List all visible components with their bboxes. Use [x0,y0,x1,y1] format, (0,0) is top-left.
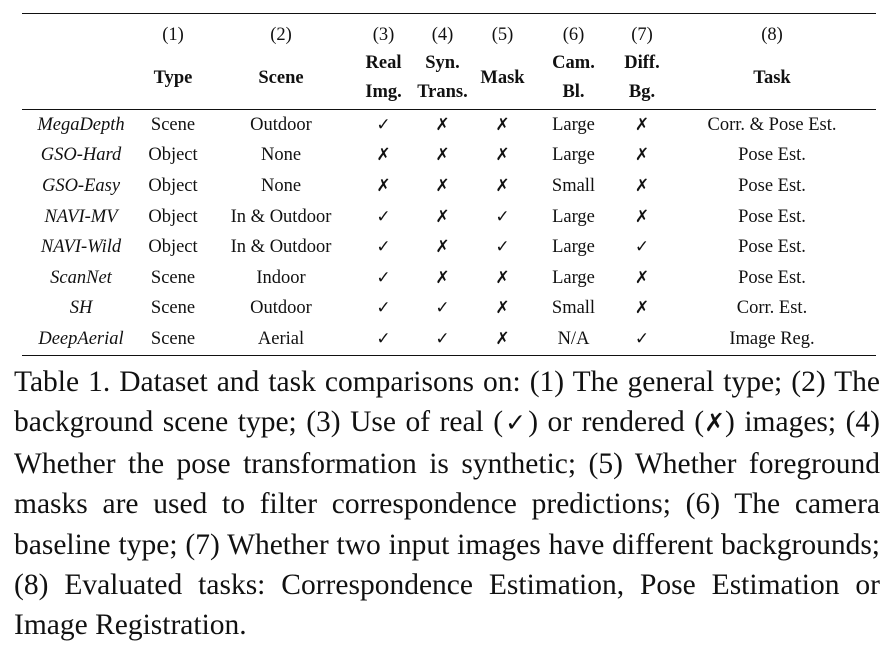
checkmark-icon: ✓ [495,237,510,258]
type-cell: Object [148,237,198,258]
task-cell: Pose Est. [738,175,806,196]
column-header-diff-bg [616,47,668,110]
checkmark-icon: ✓ [503,408,529,438]
header-line: Cam. [552,53,595,73]
type-cell: Scene [150,114,196,135]
real-img-cell [356,263,411,294]
column-number [22,14,140,48]
cross-icon: ✗ [435,206,450,227]
checkmark-icon: ✓ [376,298,391,319]
cross-icon: ✗ [495,298,510,319]
diff-bg-cell [616,141,668,172]
mask-cell [474,171,531,202]
column-number: (4) [411,14,474,48]
cross-icon: ✗ [376,175,391,196]
table-row [22,324,876,355]
column-number-row [22,14,876,48]
cam-baseline-cell: Small [551,175,596,196]
diff-bg-cell [616,232,668,263]
syn-trans-cell [411,171,474,202]
type-cell: Scene [140,324,206,355]
header-line: Bl. [562,82,585,102]
header-line: Trans. [417,82,468,102]
real-img-cell [356,294,411,325]
checkmark-icon: ✓ [376,206,391,227]
checkmark-icon: ✓ [376,328,391,349]
diff-bg-cell [616,202,668,233]
cross-icon: ✗ [495,267,510,288]
column-header-real-img [356,47,411,110]
scene-cell: Outdoor [250,298,312,319]
syn-trans-cell [411,294,474,325]
cross-icon: ✗ [495,328,510,349]
table-row [22,263,876,294]
cross-icon: ✗ [634,206,650,227]
task-cell: Corr. Est. [736,298,808,319]
header-line: Diff. [624,53,660,73]
dataset-name: NAVI-MV [44,206,118,227]
dataset-name: GSO-Hard [40,145,122,166]
header-line: Syn. [425,53,460,73]
cross-icon: ✗ [435,175,450,196]
cross-icon: ✗ [495,114,510,135]
type-cell: Scene [150,298,196,319]
column-number: (8) [668,14,876,48]
scene-cell: Indoor [256,267,306,288]
dataset-name: GSO-Easy [41,175,121,196]
syn-trans-cell [411,232,474,263]
column-header-syn-trans [411,47,474,110]
syn-trans-cell [411,263,474,294]
task-cell: Image Reg. [668,324,876,355]
table-body [22,110,876,356]
column-header-cam-bl [531,47,616,110]
column-header-scene [206,47,356,110]
checkmark-icon: ✓ [435,298,450,319]
table-row [22,110,876,141]
cam-baseline-cell: Large [552,237,595,258]
checkmark-icon: ✓ [376,237,391,258]
cam-baseline-cell: N/A [531,324,616,355]
mask-cell [474,232,531,263]
task-cell: Pose Est. [738,237,806,258]
task-cell: Pose Est. [738,145,806,166]
cross-icon: ✗ [634,114,650,135]
dataset-name: NAVI-Wild [40,237,122,258]
table-row [22,202,876,233]
header-line: Mask [480,67,525,88]
cross-icon: ✗ [435,114,450,135]
dataset-name: DeepAerial [22,324,140,355]
header-line: Scene [258,67,304,88]
scene-cell: In & Outdoor [230,206,332,227]
cross-icon: ✗ [435,145,450,166]
scene-cell: Aerial [206,324,356,355]
cross-icon: ✗ [495,145,510,166]
cross-icon: ✗ [376,145,391,166]
type-cell: Object [148,206,198,227]
cross-icon: ✗ [634,145,650,166]
syn-trans-cell [411,110,474,141]
syn-trans-cell [411,324,474,355]
mask-cell [474,110,531,141]
column-number: (1) [140,14,206,48]
header-line: Real [365,53,402,73]
header-line: Type [153,67,193,88]
table-row [22,141,876,172]
header-line: Task [753,67,791,88]
table-row [22,232,876,263]
task-cell: Pose Est. [738,206,806,227]
checkmark-icon: ✓ [435,328,450,349]
dataset-name: SH [69,298,93,319]
caption-text: ) images; (4) Whether the pose transformation is synthetic; (5) Whether foreground masks are used to filter correspondence predictions; (6) The camera baseline type; (7) Whether two input images have different backgrounds; (8) Evaluated tasks: Correspondence Estimation, Pose Estimation or Image Registration. [14,406,880,642]
header-line: Img. [365,82,402,102]
scene-cell: None [260,145,302,166]
cam-baseline-cell: Large [552,206,595,227]
real-img-cell [356,171,411,202]
mask-cell [474,141,531,172]
diff-bg-cell [616,263,668,294]
real-img-cell [356,141,411,172]
mask-cell [474,324,531,355]
checkmark-icon: ✓ [634,237,650,258]
cam-baseline-cell: Large [552,145,595,166]
column-header-task [668,47,876,110]
checkmark-icon: ✓ [495,206,510,227]
type-cell: Object [148,175,198,196]
table-header [22,14,876,110]
mask-cell [474,202,531,233]
cross-icon: ✗ [435,267,450,288]
column-number: (2) [206,14,356,48]
dataset-name: ScanNet [50,267,112,288]
cross-icon: ✗ [634,298,650,319]
cross-icon: ✗ [704,408,726,438]
column-header-type [140,47,206,110]
scene-cell: Outdoor [250,114,312,135]
type-cell: Scene [150,267,196,288]
diff-bg-cell [616,324,668,355]
scene-cell: In & Outdoor [230,237,332,258]
checkmark-icon: ✓ [376,267,391,288]
cross-icon: ✗ [634,175,650,196]
cross-icon: ✗ [634,267,650,288]
task-cell: Corr. & Pose Est. [707,114,837,135]
dataset-name: MegaDepth [37,114,125,135]
cross-icon: ✗ [495,175,510,196]
real-img-cell [356,110,411,141]
column-number: (3) [356,14,411,48]
caption-text: ) or rendered ( [528,406,705,439]
diff-bg-cell [616,294,668,325]
real-img-cell [356,232,411,263]
diff-bg-cell [616,171,668,202]
column-header-dataset [22,47,140,110]
column-number: (5) [474,14,531,48]
dataset-comparison-table-container [22,13,876,356]
table-caption [14,362,880,646]
column-number: (6) [531,14,616,48]
syn-trans-cell [411,141,474,172]
task-cell: Pose Est. [738,267,806,288]
column-label-row [22,47,876,110]
checkmark-icon: ✓ [634,328,650,349]
table-row [22,171,876,202]
table-row [22,294,876,325]
diff-bg-cell [616,110,668,141]
mask-cell [474,263,531,294]
column-number: (7) [616,14,668,48]
caption-text: Table 1. Dataset and task comparisons on: (1) The general type; (2) The background scene type; (3) Use of real ( [14,366,880,439]
cam-baseline-cell: Small [551,298,596,319]
type-cell: Object [148,145,198,166]
cross-icon: ✗ [435,237,450,258]
real-img-cell [356,202,411,233]
cam-baseline-cell: Large [552,267,595,288]
real-img-cell [356,324,411,355]
checkmark-icon: ✓ [376,114,391,135]
dataset-comparison-table [22,13,876,356]
header-line: Bg. [628,82,656,102]
column-header-mask [474,47,531,110]
mask-cell [474,294,531,325]
syn-trans-cell [411,202,474,233]
cam-baseline-cell: Large [552,114,595,135]
scene-cell: None [260,175,302,196]
